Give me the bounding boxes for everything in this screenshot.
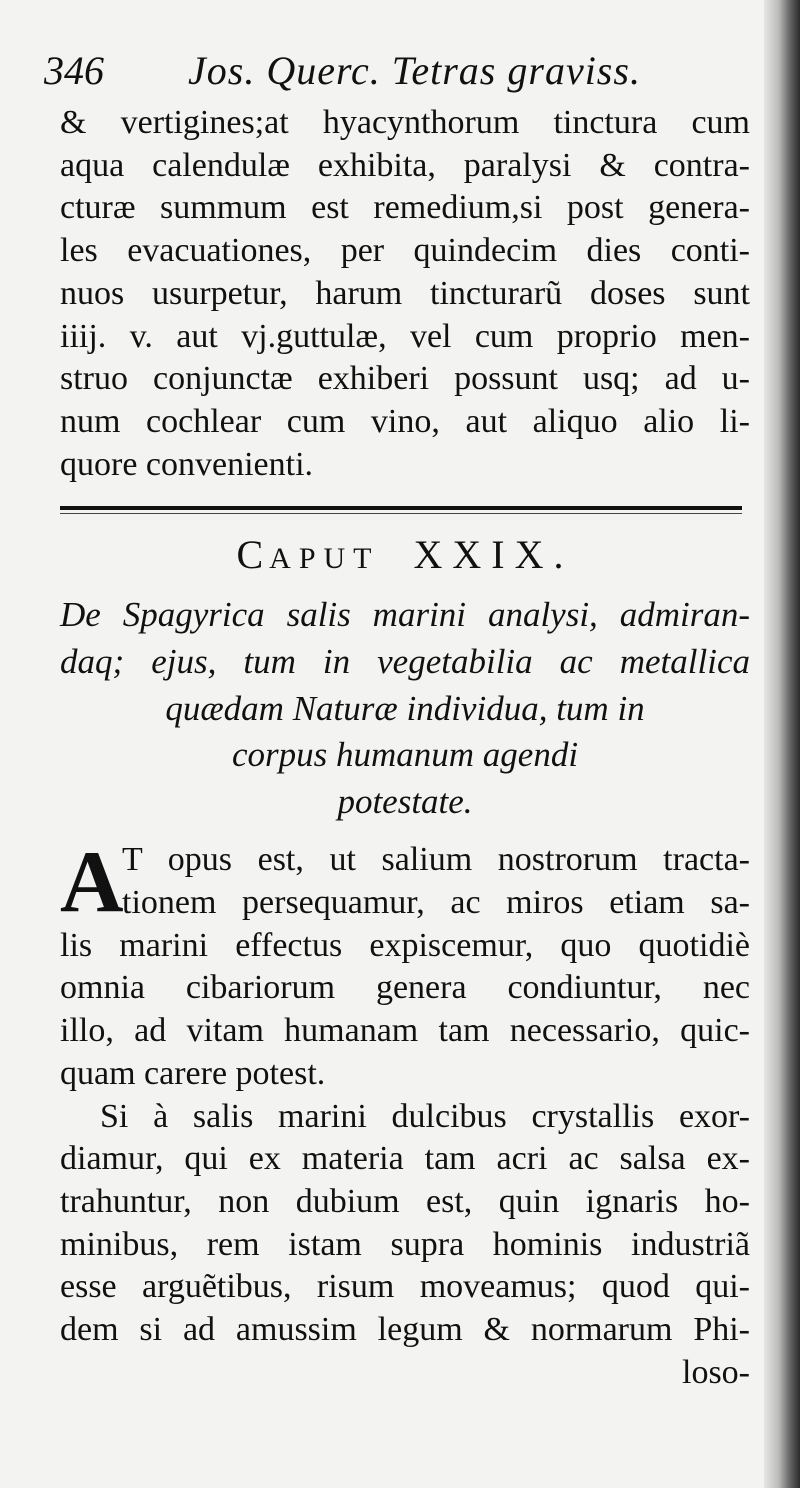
chapter-title-line: quædam Naturæ individua, tum in [165, 688, 645, 728]
text-line: aqua calendulæ exhibita, paralysi & contra- [60, 146, 750, 184]
paragraph-1 [60, 834, 750, 1095]
text-line: struo conjunctæ exhiberi possunt usq; ad u- [60, 360, 750, 398]
chapter-body [60, 834, 750, 1394]
chapter-title-line: De Spagyrica salis marini analysi, admiran- [60, 595, 750, 635]
text-line: lis marini effectus expiscemur, quo quotidiè [60, 926, 750, 964]
page-number: 346 [44, 48, 104, 93]
chapter-number: XXIX. [413, 532, 574, 578]
book-gutter-shadow [764, 0, 800, 1488]
text-line: num cochlear cum vino, aut aliquo alio li- [60, 402, 750, 440]
text-line: omnia cibariorum genera condiuntur, nec [60, 969, 750, 1007]
text-line: minibus, rem istam supra hominis industriã [60, 1225, 750, 1263]
text-line: dem si ad amussim legum & normarum Phi- [60, 1311, 750, 1349]
catchword: loso- [682, 1353, 750, 1391]
text-line: & vertigines;at hyacynthorum tinctura cum [60, 104, 750, 141]
text-line: illo, ad vitam humanam tam necessario, quic- [60, 1012, 750, 1050]
text-line: iiij. v. aut vj.guttulæ, vel cum proprio men- [60, 317, 750, 355]
running-title: Jos. Querc. Tetras graviss. [188, 48, 641, 93]
text-line: Si à salis marini dulcibus crystallis exor- [100, 1097, 750, 1135]
text-line: cturæ summum est remedium,si post genera- [60, 189, 750, 227]
text-line: les evacuationes, per quindecim dies conti- [60, 232, 750, 270]
text-line: esse arguẽtibus, risum moveamus; quod qui- [60, 1268, 750, 1306]
opening-paragraph [60, 102, 750, 486]
chapter-cap-initial: C [236, 532, 270, 578]
drop-cap: A [60, 834, 124, 932]
text-line: T opus est, ut salium nostrorum tracta- [122, 841, 750, 879]
page-header [44, 40, 750, 102]
text-line: diamur, qui ex materia tam acri ac salsa ex- [60, 1140, 750, 1178]
text-line: quam carere potest. [60, 1054, 326, 1092]
chapter-title-line: corpus humanum agendi [231, 735, 579, 775]
chapter-title-line: daq; ejus, tum in vegetabilia ac metallica [60, 641, 750, 681]
chapter-title [60, 592, 750, 825]
text-line: quore convenienti. [60, 445, 314, 483]
text-line: tionem persequamur, ac miros etiam sa- [122, 884, 750, 921]
chapter-title-line: potestate. [337, 781, 473, 821]
chapter-cap-rest: APUT [269, 542, 380, 576]
text-line: nuos usurpetur, harum tincturarũ doses sunt [60, 274, 750, 312]
text-line: trahuntur, non dubium est, quin ignaris ho- [60, 1182, 750, 1220]
section-divider-rule [60, 506, 742, 510]
page-content [44, 40, 750, 1394]
chapter-heading [60, 526, 750, 588]
paragraph-2 [60, 1096, 750, 1395]
